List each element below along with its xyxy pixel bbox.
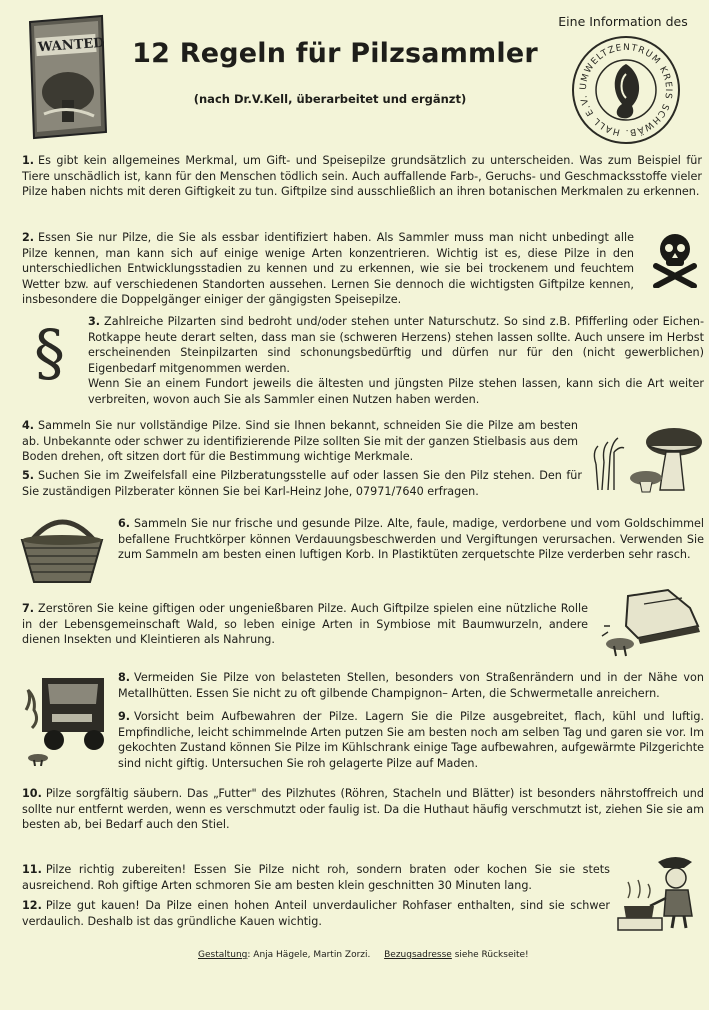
rule-6: [118, 516, 704, 563]
rule-text: Pilze gut kauen! Da Pilze einen hohen Anteil unverdaulicher Rohfaser enthalten, sind sie schwer verdaulich. Deshalb ist das gründliche Kauen wichtig.: [22, 899, 610, 928]
rule-text: Sammeln Sie nur frische und gesunde Pilze. Alte, faule, madige, verdorbene und vom Goldschimmel befallene Fruchtkörper können Verdauungsbeschwerden und Vergiftungen verursachen. Verwenden Sie zum Sammeln am besten einen luftigen Korb. In Plastiktüten zerquetschte Pilze verderben sehr rasch.: [118, 517, 704, 562]
rule-number: 7.: [22, 602, 35, 615]
basket-illustration: [16, 510, 108, 586]
rule-12: [22, 898, 610, 929]
rule-11: [22, 862, 610, 893]
skull-crossbones-icon: [650, 232, 700, 288]
rule-number: 2.: [22, 231, 35, 244]
rule-text: Suchen Sie im Zweifelsfall eine Pilzberatungsstelle auf oder lassen Sie den Pilz stehen. Den für Sie zuständigen Pilzberater können Sie bei Karl-Heinz Johe, 07971/7640 erfragen.: [22, 469, 582, 498]
rule-8: [118, 670, 704, 701]
rule-text: Zahlreiche Pilzarten sind bedroht und/oder stehen unter Naturschutz. So sind z.B. Pfifferling oder Eichen-Rotkappe heute derart selten, dass man sie (schweren Herzens) stehen lassen sollte. Auch unsere im Herbst erscheinenden Steinpilzarten sind schonungsbedürftig und dürfen nur für den (nicht gewerblichen) Eigenbedarf mitgenommen werden.: [88, 315, 704, 375]
rule-7: [22, 601, 588, 648]
bezugsadresse-label: Bezugsadresse: [384, 950, 452, 960]
rule-number: 1.: [22, 154, 35, 167]
rule-9: [118, 709, 704, 771]
rule-text: Es gibt kein allgemeines Merkmal, um Gift- und Speisepilze grundsätzlich zu unterscheiden. Was zum Beispiel für Tiere unschädlich ist, kann für den Menschen tödlich sein. Auch auffallende Farb-, Geruchs- und Geschmacksstoffe vieler Pilze haben nichts mit deren Giftigkeit zu tun. Giftpilze sind ausschließlich an ihren botanischen Merkmalen zu erkennen.: [22, 154, 702, 199]
info-label: Eine Information des: [558, 14, 688, 29]
logo-ring-text: UMWELTZENTRUM KREIS SCHWÄB. HALL E.V.: [578, 42, 674, 138]
car-exhaust-illustration: [24, 670, 108, 766]
cook-illustration: [614, 852, 704, 934]
mushrooms-illustration: [588, 412, 706, 494]
rule-2: [22, 230, 634, 308]
page-title: 12 Regeln für Pilzsammler: [132, 38, 538, 69]
rule-text: Vermeiden Sie Pilze von belasteten Stellen, besonders von Straßenrändern und in der Nähe von Metallhütten. Essen Sie nicht zu oft gilbende Champignon– Arten, die Schwermetalle anreichern.: [118, 671, 704, 700]
rule-number: 3.: [88, 315, 101, 328]
rule-number: 12.: [22, 899, 42, 912]
rule-number: 10.: [22, 787, 42, 800]
rule-text: Sammeln Sie nur vollständige Pilze. Sind sie Ihnen bekannt, schneiden Sie die Pilze am besten ab. Unbekannte oder schwer zu identifizierende Pilze sollten Sie mit der ganzen Stielbasis aus dem Boden drehen, oft sitzen dort für die Bestimmung wichtige Merkmale.: [22, 419, 578, 464]
rule-number: 6.: [118, 517, 131, 530]
rule-text: Essen Sie nur Pilze, die Sie als essbar identifiziert haben. Als Sammler muss man nicht unbedingt alle Pilze kennen, man kann sich auf einige wenige Arten konzentrieren. Wichtig ist es, diese Pilze in den unterschiedlichen Entwicklungsstadien zu kennen und zu erkennen, wie sie bei trockenem und feuchtem Wetter bzw. auf verschiedenen Standorten aussehen. Lernen Sie dennoch die wichtigsten Giftpilze kennen, insbesondere die Doppelgänger einiger der gängigsten Speisepilze.: [22, 231, 634, 307]
rule-5: [22, 468, 582, 499]
rule-text: Pilze richtig zubereiten! Essen Sie Pilze nicht roh, sondern braten oder kochen Sie sie stets ausreichend. Roh giftige Arten schmoren Sie am besten klein geschnitten 30 Minuten lang.: [22, 863, 610, 892]
rule-number: 8.: [118, 671, 131, 684]
rule-text: Pilze sorgfältig säubern. Das „Futter" des Pilzhutes (Röhren, Stacheln und Blätter) ist besonders nährstoffreich und sollte nur entfernt werden, wenn es verschmutzt oder faulig ist. Da die Huthaut häufig verschmutzt ist, ziehen Sie sie am besten ab, bei Bedarf auch den Stiel.: [22, 787, 704, 832]
rule-number: 9.: [118, 710, 131, 723]
umweltzentrum-logo: [570, 34, 682, 146]
bezugsadresse-text: siehe Rückseite!: [451, 950, 529, 960]
rule-number: 11.: [22, 863, 42, 876]
footer: [198, 950, 529, 960]
gestaltung-names: : Anja Hägele, Martin Zorzi.: [247, 950, 371, 960]
rule-10: [22, 786, 704, 833]
section-symbol: §: [34, 316, 65, 389]
rule-number: 5.: [22, 469, 35, 482]
rule-text: Vorsicht beim Aufbewahren der Pilze. Lagern Sie die Pilze ausgebreitet, flach, kühl und luftig. Empfindliche, leicht schimmelnde Arten putzen Sie am besten noch am selben Tag und garen sie vor. Im gekochten Zustand können Sie Pilze im Kühlschrank einige Tage aufbewahren, aufgewärmte Pilzgerichte sind nicht giftig. Untersuchen Sie roh gelagerte Pilze auf Maden.: [118, 710, 704, 770]
rule-4: [22, 418, 578, 465]
gestaltung-label: Gestaltung: [198, 950, 248, 960]
wanted-label: WANTED: [37, 35, 106, 56]
rule-text: Zerstören Sie keine giftigen oder ungenießbaren Pilze. Auch Giftpilze spielen eine nützliche Rolle in der Lebensgemeinschaft Wald, so leben einige Arten in Symbiose mit Baumwurzeln, andere dienen Insekten und Kleintieren als Nahrung.: [22, 602, 588, 647]
rule-number: 4.: [22, 419, 35, 432]
rule-3: [88, 314, 704, 408]
boot-illustration: [598, 586, 704, 658]
rule-text-continued: Wenn Sie an einem Fundort jeweils die ältesten und jüngsten Pilze stehen lassen, kann sich die Art weiter verbreiten, wovon auch Sie als Sammler einen Nutzen haben werden.: [88, 377, 704, 406]
page-subtitle: (nach Dr.V.Kell, überarbeitet und ergänzt): [193, 92, 467, 106]
rule-1: [22, 153, 702, 200]
wanted-poster-illustration: [24, 14, 110, 140]
